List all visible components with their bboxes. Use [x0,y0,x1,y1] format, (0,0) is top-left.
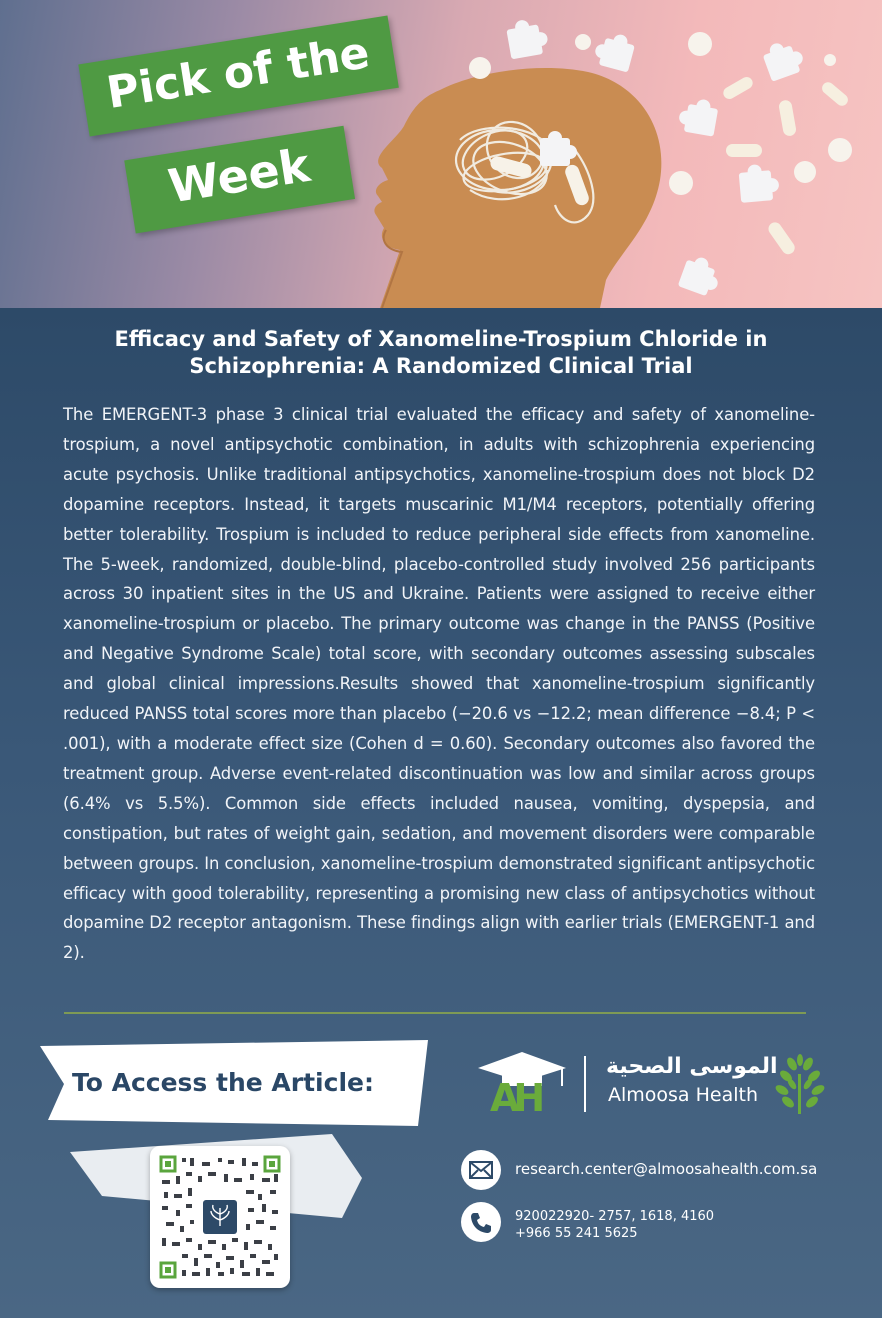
contact-phone-line1: 920022920- 2757, 1618, 4160 [515,1209,715,1224]
qr-code-icon[interactable] [158,1154,282,1280]
article-summary: The EMERGENT-3 phase 3 clinical trial evaluated the efficacy and safety of xanomeline-trospium, a novel antipsychotic combination, in adults with schizophrenia experiencing acute psychosis. Unlike traditional antipsychotics, xanomeline-trospium does not block D2 dopamine receptors. Instead, it targets muscarinic M1/M4 receptors, potentially offering better tolerability. Trospium is included to reduce peripheral side effects from xanomeline. The 5-week, randomized, double-blind, placebo-controlled study involved 256 participants across 30 inpatient sites in the US and Ukraine. Patients were assigned to receive either xanomeline-trospium or placebo. The primary outcome was change in the PANSS (Positive and Negative Syndrome Scale) total score, with secondary outcomes assessing subscales and global clinical impressions.Results showed that xanomeline-trospium significantly reduced PANSS total scores more than placebo (−20.6 vs −12.2; mean difference −8.4; P < .001), with a moderate effect size (Cohen d = 0.60). Secondary outcomes also favored the treatment group. Adverse event-related discontinuation was low and similar across groups (6.4% vs 5.5%). Common side effects included nausea, vomiting, dyspepsia, and constipation, but rates of weight gain, sedation, and movement disorders were comparable between groups. In conclusion, xanomeline-trospium demonstrated significant antipsychotic efficacy with good tolerability, representing a promising new class of antipsychotics without dopamine D2 receptor antagonism. These findings align with earlier trials (EMERGENT-1 and 2). [63,405,815,963]
content-panel [0,308,882,1318]
ah-monogram: AH [490,1076,540,1120]
phone-icon [461,1202,501,1242]
hero-illustration [0,0,882,308]
logo-english-name: Almoosa Health [608,1084,759,1106]
contact-phone[interactable] [515,1208,714,1242]
qr-code-card[interactable] [150,1146,290,1288]
email-icon [461,1150,501,1190]
tree-logo-icon [774,1054,826,1116]
logo-arabic-name: الموسى الصحية [606,1054,778,1079]
pick-of-the-week-badge-line2: Week [124,126,355,234]
section-divider [64,1012,806,1014]
logo-separator [584,1056,586,1112]
contact-phone-line2: +966 55 241 5625 [515,1226,638,1241]
contact-email[interactable]: research.center@almoosahealth.com.sa [515,1160,818,1178]
almoosa-health-logo [472,1048,832,1118]
access-article-label: To Access the Article: [72,1068,374,1097]
hero-banner [0,0,882,308]
article-title: Efficacy and Safety of Xanomeline-Trospium Chloride in Schizophrenia: A Randomized Clinical Trial [114,327,768,378]
pick-of-the-week-badge-line1: Pick of the [78,16,398,137]
